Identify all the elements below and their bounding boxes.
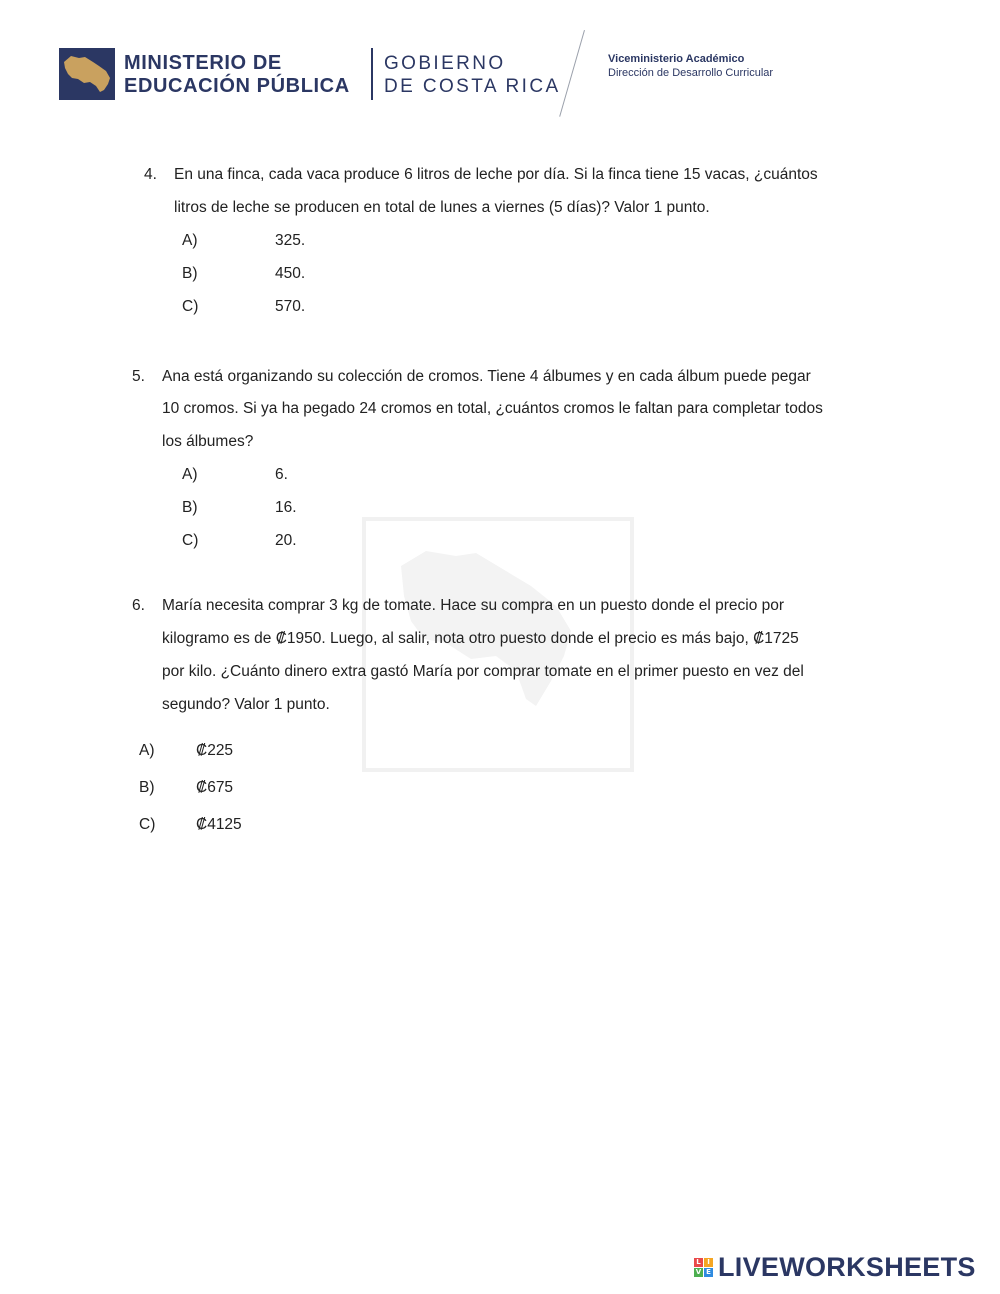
question-5-number: 5.	[132, 368, 145, 385]
government-line-1: GOBIERNO	[384, 53, 506, 74]
question-6-number: 6.	[132, 597, 145, 614]
option-value: ₡4125	[196, 816, 242, 833]
header-slash-divider	[559, 30, 585, 117]
option-value: 450.	[275, 265, 306, 282]
option-value: 16.	[275, 499, 297, 516]
question-6-text-line-4: segundo? Valor 1 punto.	[162, 696, 330, 713]
header-divider	[371, 48, 373, 100]
option-letter: C)	[139, 816, 156, 833]
question-6-text-line-2: kilogramo es de ₡1950. Luego, al salir, nota otro puesto donde el precio es más bajo, ₡1725	[162, 630, 799, 647]
liveworksheets-brand[interactable]: LIVEWORKSHEETS	[718, 1252, 976, 1282]
badge-letter-v: V	[695, 1268, 702, 1276]
badge-letter-l: L	[694, 1258, 703, 1267]
question-6-text-line-1: María necesita comprar 3 kg de tomate. Hace su compra en un puesto donde el precio por	[162, 597, 785, 614]
option-value: ₡675	[196, 779, 234, 796]
option-letter: A)	[182, 232, 198, 249]
question-4-text-line-2: litros de leche se producen en total de lunes a viernes (5 días)? Valor 1 punto.	[174, 199, 710, 216]
option-letter: C)	[182, 298, 199, 315]
option-value: 325.	[275, 232, 306, 249]
option-letter: B)	[182, 265, 198, 282]
ministry-logo	[59, 48, 115, 100]
liveworksheets-badge-icon	[694, 1258, 714, 1278]
vice-ministry-title: Viceministerio Académico	[608, 53, 745, 65]
option-value: 6.	[275, 466, 288, 483]
ministry-line-1: MINISTERIO DE	[124, 52, 282, 74]
option-value: ₡225	[196, 742, 234, 759]
option-value: 20.	[275, 532, 297, 549]
vice-ministry-subtitle: Dirección de Desarrollo Curricular	[608, 67, 774, 79]
badge-letter-e: E	[704, 1268, 713, 1277]
option-letter: C)	[182, 532, 199, 549]
government-line-2: DE COSTA RICA	[384, 76, 561, 97]
option-letter: B)	[182, 499, 198, 516]
question-5-text-line-1: Ana está organizando su colección de cromos. Tiene 4 álbumes y en cada álbum puede pegar	[162, 368, 811, 385]
ministry-line-2: EDUCACIÓN PÚBLICA	[124, 75, 350, 97]
question-4-text-line-1: En una finca, cada vaca produce 6 litros de leche por día. Si la finca tiene 15 vacas, ¿cuántos	[174, 166, 818, 183]
badge-letter-i: I	[704, 1258, 713, 1267]
map-shape	[64, 56, 110, 92]
question-4-number: 4.	[144, 166, 157, 183]
question-6-text-line-3: por kilo. ¿Cuánto dinero extra gastó María por comprar tomate en el primer puesto en vez del	[162, 663, 804, 680]
option-letter: A)	[139, 742, 155, 759]
question-5-text-line-3: los álbumes?	[162, 433, 254, 450]
option-letter: A)	[182, 466, 198, 483]
option-letter: B)	[139, 779, 155, 796]
option-value: 570.	[275, 298, 306, 315]
question-5-text-line-2: 10 cromos. Si ya ha pegado 24 cromos en total, ¿cuántos cromos le faltan para completar todos	[162, 400, 823, 417]
costa-rica-map-icon	[59, 48, 115, 100]
